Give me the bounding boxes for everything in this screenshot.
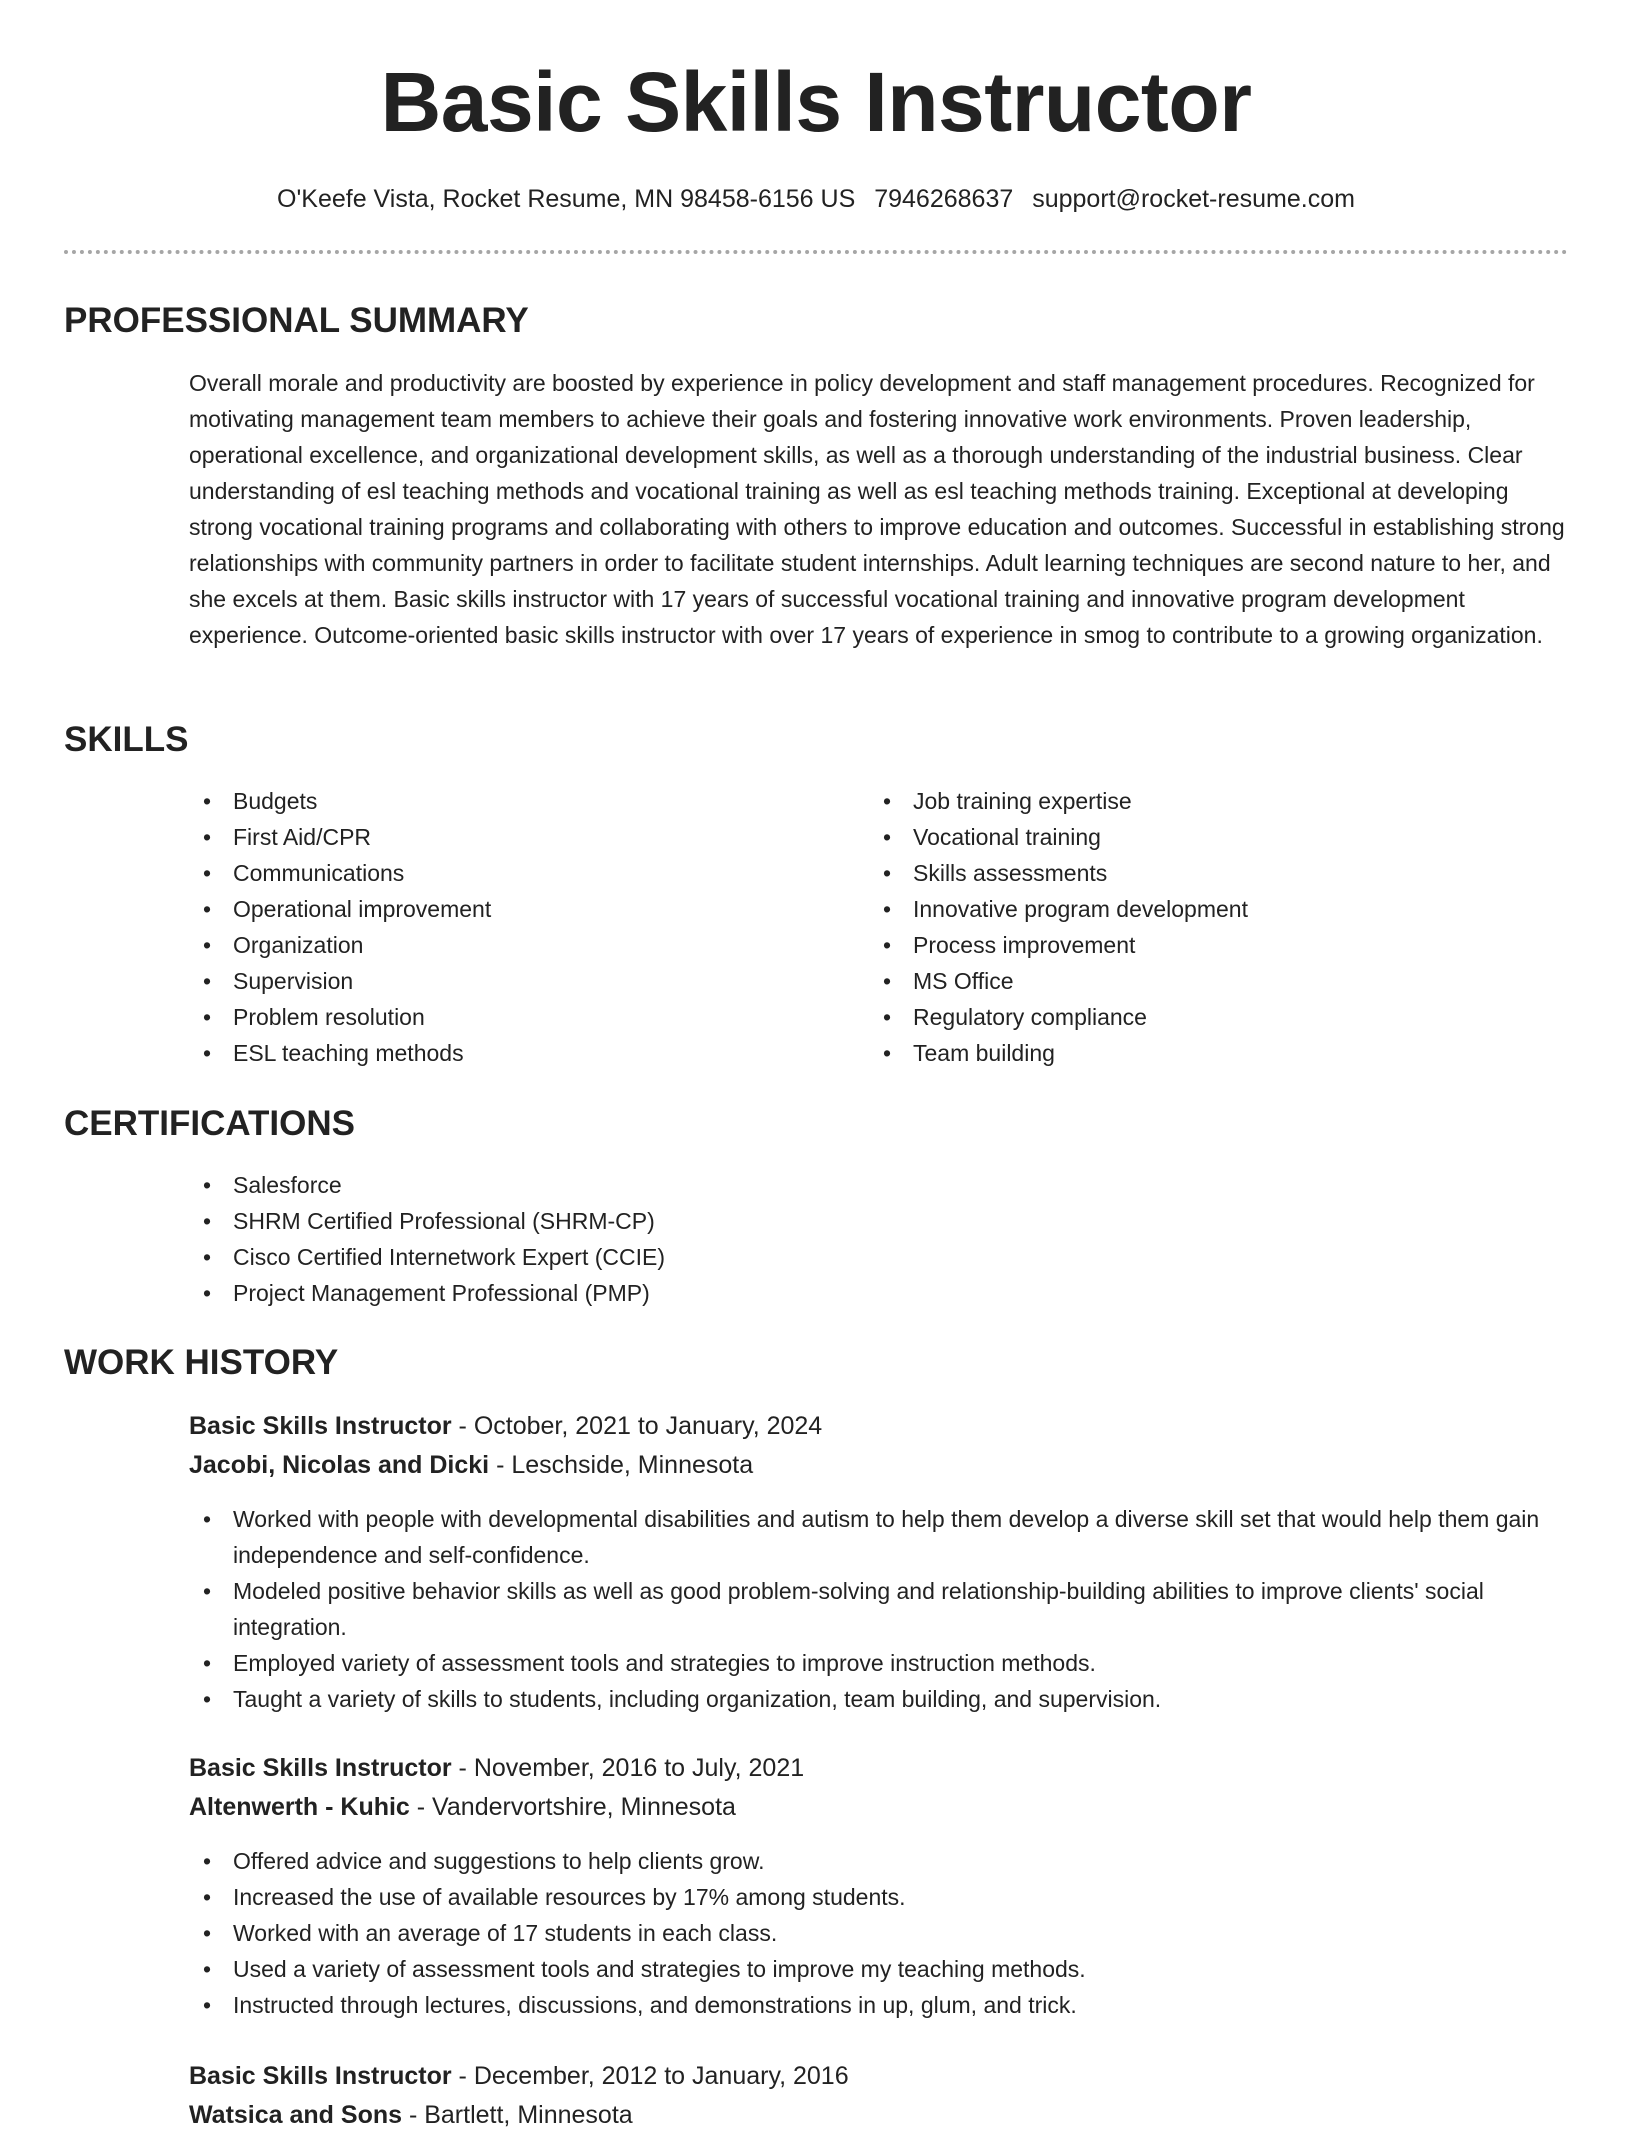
job-company-line — [189, 2097, 633, 2133]
summary-text: Overall morale and productivity are boosted by experience in policy development and staff management procedures. Recognized for motivating management team members to achieve their goals and fostering innovative work environments. Proven leadership, operational excellence, and organizational development skills, as well as a thorough understanding of the industrial business. Clear understanding of esl teaching methods and vocational training as well as esl teaching methods training. Exceptional at developing strong vocational training programs and collaborating with others to improve education and outcomes. Successful in establishing strong relationships with community partners in order to facilitate student internships. Adult learning techniques are second nature to her, and she excels at them. Basic skills instructor with 17 years of successful vocational training and innovative program development experience. Outcome-oriented basic skills instructor with over 17 years of experience in smog to contribute to a growing organization. — [189, 370, 1565, 648]
job-bullets — [189, 1843, 1569, 2023]
skill-item: • Vocational training — [869, 819, 1549, 855]
job-company-line — [189, 1447, 753, 1483]
job-dates: - November, 2016 to July, 2021 — [451, 1754, 805, 1782]
job-dates: - December, 2012 to January, 2016 — [451, 2062, 849, 2090]
skills-list-left — [189, 783, 829, 1071]
certification-item: • SHRM Certified Professional (SHRM-CP) — [189, 1203, 1089, 1239]
job-bullet: • Used a variety of assessment tools and strategies to improve my teaching methods. — [189, 1951, 1569, 1987]
job-location: - Leschside, Minnesota — [489, 1451, 754, 1479]
job-bullet: • Modeled positive behavior skills as well as good problem-solving and relationship-building abilities to improve clients' social integration. — [189, 1573, 1569, 1645]
contact-email: support@rocket-resume.com — [1032, 185, 1355, 213]
certification-item: • Cisco Certified Internetwork Expert (CCIE) — [189, 1239, 1089, 1275]
skill-item: • Communications — [189, 855, 829, 891]
skill-item: • Supervision — [189, 963, 829, 999]
job-bullet: • Employed variety of assessment tools and strategies to improve instruction methods. — [189, 1645, 1569, 1681]
job-company-line — [189, 1789, 736, 1825]
job-dates: - October, 2021 to January, 2024 — [451, 1412, 823, 1440]
skill-item: • Skills assessments — [869, 855, 1549, 891]
job-company: Jacobi, Nicolas and Dicki — [189, 1451, 490, 1479]
job-role: Basic Skills Instructor — [189, 1754, 452, 1782]
job-bullet: • Increased the use of available resources by 17% among students. — [189, 1879, 1569, 1915]
job-company: Watsica and Sons — [189, 2101, 403, 2129]
job-bullet: • Worked with people with developmental disabilities and autism to help them develop a diverse skill set that would help them gain independence and self-confidence. — [189, 1501, 1569, 1573]
section-title-summary: PROFESSIONAL SUMMARY — [64, 301, 529, 340]
skill-item: • Operational improvement — [189, 891, 829, 927]
job-title-line — [189, 1750, 804, 1786]
skill-item: • Job training expertise — [869, 783, 1549, 819]
job-location: - Vandervortshire, Minnesota — [409, 1793, 736, 1821]
skill-item: • Process improvement — [869, 927, 1549, 963]
job-bullet: • Taught a variety of skills to students, including organization, team building, and supervision. — [189, 1681, 1569, 1717]
job-bullet: • Instructed through lectures, discussions, and demonstrations in up, glum, and trick. — [189, 1987, 1569, 2023]
certifications-list — [189, 1167, 1089, 1311]
skill-item: • First Aid/CPR — [189, 819, 829, 855]
skill-item: • ESL teaching methods — [189, 1035, 829, 1071]
skill-item: • Regulatory compliance — [869, 999, 1549, 1035]
job-title-line — [189, 1408, 822, 1444]
section-title-work-history: WORK HISTORY — [64, 1343, 339, 1382]
candidate-name: Basic Skills Instructor — [380, 55, 1252, 149]
job-company: Altenwerth - Kuhic — [189, 1793, 410, 1821]
job-title-line — [189, 2058, 849, 2094]
skill-item: • Innovative program development — [869, 891, 1549, 927]
skill-item: • Budgets — [189, 783, 829, 819]
certification-item: • Salesforce — [189, 1167, 1089, 1203]
contact-address: O'Keefe Vista, Rocket Resume, MN 98458-6156 US — [277, 185, 856, 213]
section-title-certifications: CERTIFICATIONS — [64, 1104, 356, 1143]
job-role: Basic Skills Instructor — [189, 1412, 452, 1440]
job-bullets — [189, 1501, 1569, 1717]
header-divider — [64, 250, 1568, 254]
job-bullet: • Worked with an average of 17 students in each class. — [189, 1915, 1569, 1951]
skills-list-right — [869, 783, 1549, 1071]
job-role: Basic Skills Instructor — [189, 2062, 452, 2090]
job-location: - Bartlett, Minnesota — [402, 2101, 633, 2129]
skill-item: • Team building — [869, 1035, 1549, 1071]
contact-line — [0, 182, 1632, 216]
skill-item: • Problem resolution — [189, 999, 829, 1035]
skill-item: • MS Office — [869, 963, 1549, 999]
section-title-skills: SKILLS — [64, 720, 189, 759]
contact-phone: 7946268637 — [874, 185, 1014, 213]
certification-item: • Project Management Professional (PMP) — [189, 1275, 1089, 1311]
skill-item: • Organization — [189, 927, 829, 963]
job-bullet: • Offered advice and suggestions to help clients grow. — [189, 1843, 1569, 1879]
